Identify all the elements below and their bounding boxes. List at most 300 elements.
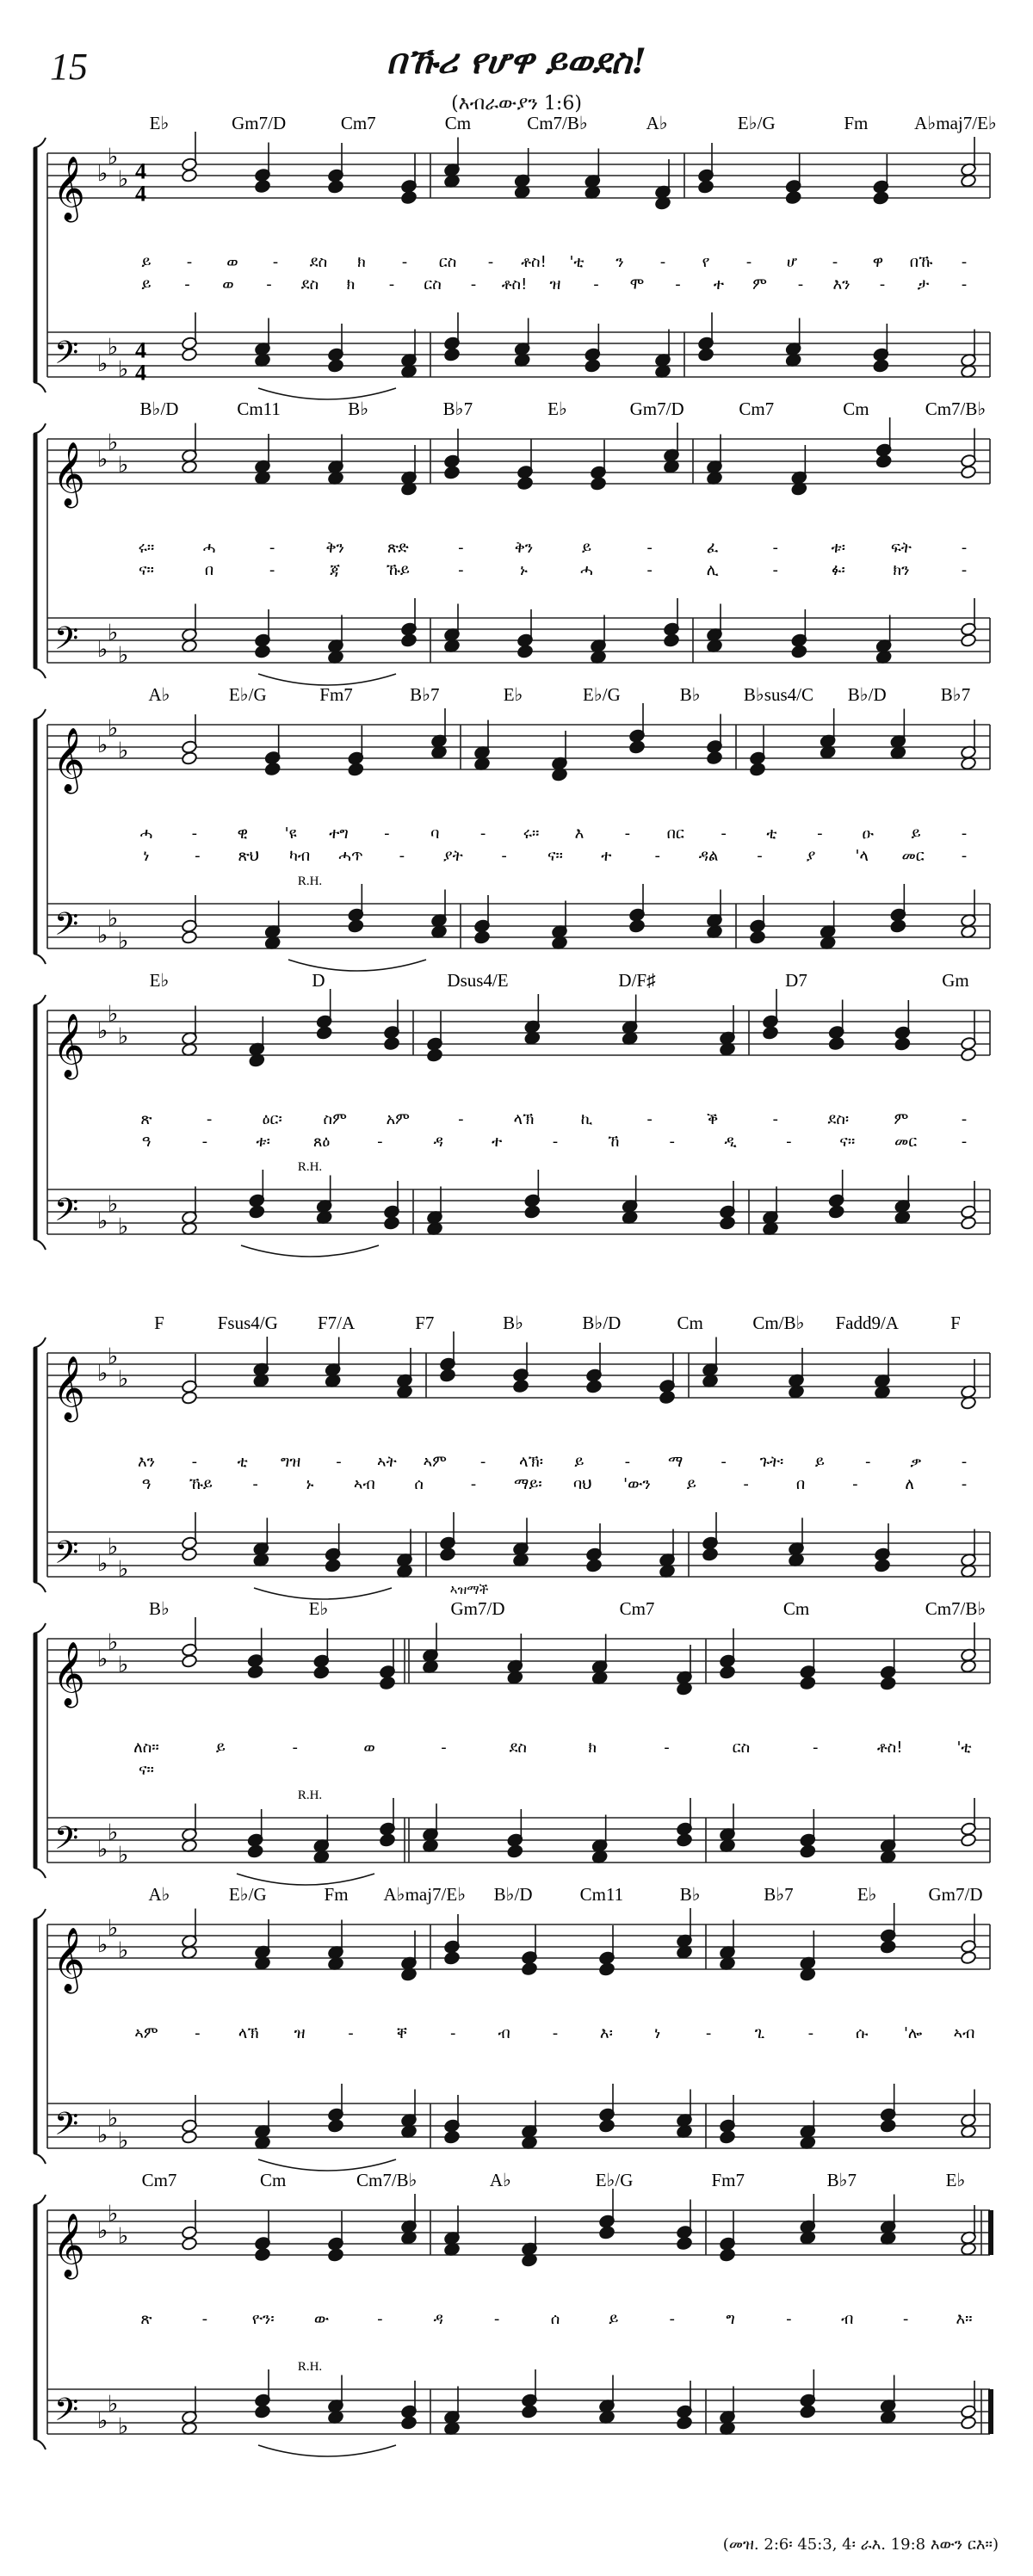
bracket-hook (34, 1909, 46, 1919)
lyric-line-1-syllable: ግዝ (280, 1453, 301, 1471)
note-head (719, 2130, 735, 2145)
note-head (875, 454, 892, 469)
bass-clef: 𝄢 (54, 1535, 79, 1578)
lyric-line-2-syllable: ሓጥ (338, 847, 363, 865)
chord-symbol: Fadd9/A (835, 1313, 899, 1333)
lyric-line-1-syllable: - (195, 2024, 201, 2042)
lyric-line-1-syllable: ደስ (509, 1739, 528, 1757)
lyric-line-2-syllable: ጽህ (238, 847, 260, 865)
lyric-line-1-syllable: ሱ (856, 2024, 869, 2042)
note-head (348, 919, 364, 934)
note-head (439, 1547, 455, 1562)
lyric-line-1-syllable: - (201, 2310, 208, 2328)
lyric-line-1-syllable: - (269, 539, 275, 557)
lyric-line-2-syllable: - (458, 561, 464, 579)
lyric-line-1-syllable: ብ (841, 2310, 854, 2328)
flat-sign: ♭ (118, 738, 129, 764)
lyric-line-2-syllable: ኸ (608, 1133, 620, 1151)
flat-sign: ♭ (108, 2105, 119, 2132)
note-head (880, 2119, 896, 2134)
chord-symbol: Cm (259, 2170, 287, 2190)
note-head (379, 1676, 395, 1690)
lyric-line-1-syllable: ኣብ (953, 2024, 975, 2042)
lyric-line-1-syllable: ቲ (237, 1453, 248, 1471)
bass-clef: 𝄢 (54, 1192, 79, 1236)
chord-symbol: E♭ (149, 970, 170, 991)
lyric-line-2-syllable: - (184, 275, 190, 293)
chord-symbol: Fsus4/G (217, 1313, 278, 1333)
lyric-line-2-syllable: ሊ (706, 561, 719, 579)
flat-sign: ♭ (118, 642, 129, 669)
note-head (383, 1036, 399, 1051)
chord-symbol: A♭ (646, 113, 668, 133)
lyric-line-2-syllable: ና። (139, 561, 154, 579)
lyric-line-1-syllable: - (191, 825, 198, 843)
lyric-line-2-syllable: ሞ (629, 275, 645, 293)
note-head (960, 2416, 976, 2431)
note-head (379, 1833, 395, 1848)
lyric-line-1-syllable: - (450, 2024, 456, 2042)
right-hand-marking: R.H. (297, 2360, 323, 2374)
bracket-hook (34, 1239, 46, 1250)
lyric-line-2-syllable: ያት (442, 847, 463, 865)
lyric-line-2-syllable: ይ (686, 1475, 696, 1493)
lyric-line-2-syllable: ጸዕ (312, 1133, 331, 1151)
lyric-line-2-syllable: - (388, 275, 395, 293)
lyric-line-1-syllable: - (624, 825, 631, 843)
lyric-line-2-syllable: - (675, 275, 681, 293)
note-head (676, 2236, 692, 2251)
note-head (800, 2405, 816, 2419)
bass-clef: 𝄢 (54, 2106, 79, 2150)
footer-references: (መዝ. 2:6፡ 45:3, 4፡ ራእ. 19:8 እውን ርእ።) (722, 2536, 999, 2554)
lyric-line-1-syllable: - (721, 825, 727, 843)
flat-sign: ♭ (108, 429, 119, 456)
lyric-line-2-syllable: - (961, 275, 968, 293)
lyric-line-1-syllable: - (487, 253, 494, 271)
chord-symbol: D7 (785, 970, 807, 991)
lyric-line-2-syllable: - (961, 1475, 968, 1493)
note-head (516, 645, 533, 659)
lyric-line-1-syllable: - (646, 1110, 653, 1128)
note-head (676, 1833, 692, 1848)
note-head (749, 930, 765, 945)
flat-sign: ♭ (108, 620, 119, 646)
flat-sign: ♭ (108, 1534, 119, 1560)
note-head (659, 1390, 675, 1405)
note-head (473, 930, 490, 945)
lyric-line-1-syllable: - (961, 825, 968, 843)
chord-symbol: Cm7/B♭ (925, 1598, 987, 1619)
note-head (697, 348, 714, 362)
lyric-line-1-syllable: ጽ (140, 1110, 152, 1128)
note-head (800, 1676, 816, 1690)
flat-sign: ♭ (97, 447, 108, 473)
lyric-line-2-syllable: - (961, 1133, 968, 1151)
chord-symbol: B♭ (348, 398, 369, 419)
note-head (439, 1368, 455, 1383)
lyric-line-1-syllable: ተግ (329, 825, 349, 843)
lyric-line-2-syllable: ኹይ (386, 561, 411, 579)
chord-symbol: A♭ (489, 2170, 511, 2190)
bass-clef: 𝄢 (54, 335, 79, 379)
flat-sign: ♭ (118, 1652, 129, 1678)
lyric-line-2-syllable: - (269, 561, 275, 579)
flat-sign: ♭ (97, 1932, 108, 1958)
lyric-line-1-syllable: እ (574, 825, 585, 843)
flat-sign: ♭ (118, 1366, 129, 1393)
note-head (960, 1216, 976, 1231)
hymn-number: 15 (50, 46, 88, 88)
lyric-line-2-syllable: ኑ (520, 561, 528, 579)
lyric-line-1-syllable: - (961, 1110, 968, 1128)
lyric-line-2-syllable: ሓ (580, 561, 593, 579)
lyric-line-1-syllable: ቕ (707, 1110, 719, 1128)
lyric-line-1-syllable: ጽድ (387, 539, 409, 557)
lyric-line-2-syllable: - (593, 275, 599, 293)
chord-symbol: F7/A (317, 1313, 356, 1333)
treble-clef: 𝄞 (53, 728, 85, 792)
note-head (313, 1665, 330, 1680)
note-head (585, 1559, 602, 1573)
lyric-line-1-syllable: ቅን (325, 539, 344, 557)
note-head (719, 2248, 735, 2263)
lyric-line-2-syllable: ዳ (433, 1133, 443, 1151)
flat-sign: ♭ (97, 1837, 108, 1863)
chord-symbol: Cm7 (739, 398, 775, 419)
lyric-line-2-syllable: ጃ (330, 561, 341, 579)
chord-symbol: D/F♯ (618, 970, 656, 991)
lyric-line-2-syllable: ቱ፡ (256, 1133, 270, 1151)
lyric-line-1-syllable: ሰ (550, 2310, 560, 2328)
lyric-line-1-syllable: እ። (956, 2310, 973, 2328)
chord-symbol: E♭ (547, 398, 567, 419)
lyric-line-1-syllable: - (961, 253, 968, 271)
lyric-line-1-syllable: ቶስ! (521, 253, 547, 271)
lyric-line-1-syllable: ይ (609, 2310, 619, 2328)
lyric-line-1-syllable: - (552, 2024, 559, 2042)
note-head (325, 1559, 341, 1573)
lyric-line-1-syllable: ክ (588, 1739, 597, 1757)
lyric-line-1-syllable: ይ (574, 1453, 585, 1471)
flat-sign: ♭ (118, 166, 129, 193)
lyric-line-2-syllable: ይ (141, 275, 152, 293)
note-head (663, 633, 679, 648)
flat-sign: ♭ (97, 1208, 108, 1234)
note-head (247, 1665, 263, 1679)
flat-sign: ♭ (118, 1556, 129, 1583)
chord-symbol: A♭ (148, 684, 170, 705)
treble-clef: 𝄞 (53, 1928, 85, 1992)
lyric-line-1-syllable: - (479, 825, 486, 843)
lyric-line-1-syllable: - (401, 253, 408, 271)
lyric-line-2-syllable: ቶስ! (501, 275, 528, 293)
lyric-line-1-syllable: - (384, 825, 390, 843)
lyric-line-1-syllable: ቲ (766, 825, 777, 843)
lyric-line-1-syllable: ኪ (580, 1110, 593, 1128)
flat-sign: ♭ (118, 2223, 129, 2250)
flat-sign: ♭ (108, 1629, 119, 1656)
lyric-line-1-syllable: ደስ፡ (827, 1110, 850, 1128)
chord-symbol: Cm11 (237, 398, 281, 419)
chord-symbol: Gm7/D (450, 1598, 505, 1619)
lyric-line-1-syllable: - (664, 1739, 670, 1757)
note-head (873, 359, 889, 374)
bracket-hook (34, 1868, 46, 1878)
lyric-line-2-syllable: ለ (905, 1475, 914, 1493)
lyric-line-2-syllable: ተ (492, 1133, 503, 1151)
lyric-line-1-syllable: የ (702, 253, 710, 271)
flat-sign: ♭ (118, 2413, 129, 2440)
note-head (960, 1950, 976, 1965)
note-head (348, 763, 364, 777)
lyric-line-1-syllable: - (832, 253, 838, 271)
note-head (628, 919, 645, 934)
lyric-line-1-syllable: - (669, 2310, 675, 2328)
lyric-line-1-syllable: ኣም (423, 1453, 447, 1471)
note-head (828, 1036, 844, 1051)
lyric-line-1-syllable: - (377, 2310, 383, 2328)
note-head (749, 763, 765, 777)
lyric-line-2-syllable: ማይ፡ (514, 1475, 542, 1493)
chord-symbol: B♭7 (764, 1884, 794, 1905)
bracket-hook (34, 138, 46, 148)
note-head (628, 740, 645, 755)
lyric-line-1-syllable: - (961, 1453, 968, 1471)
note-head (181, 1654, 197, 1669)
lyric-line-1-syllable: ብ (498, 2024, 510, 2042)
lyric-line-2-syllable: ካብ (289, 847, 311, 865)
lyric-line-2-syllable: - (757, 847, 763, 865)
chord-symbol: Cm7/B♭ (925, 398, 987, 419)
note-head (585, 1380, 602, 1394)
lyric-line-1-syllable: ፈ (706, 539, 719, 557)
lyric-line-1-syllable: - (493, 2310, 500, 2328)
flat-sign: ♭ (97, 1551, 108, 1577)
lyric-line-1-syllable: ላኽ (513, 1110, 535, 1128)
lyric-line-2-syllable: ርስ (424, 275, 442, 293)
note-head (960, 465, 976, 479)
chord-symbol: Cm (843, 398, 869, 419)
lyric-line-2-syllable: ያ (806, 847, 816, 865)
lyric-line-1-syllable: አም (386, 1110, 410, 1128)
flat-sign: ♭ (108, 1344, 119, 1370)
lyric-line-2-syllable: - (552, 1133, 559, 1151)
lyric-line-1-syllable: ላኽ (238, 2024, 259, 2042)
chord-symbol: E♭ (149, 113, 170, 133)
lyric-line-1-syllable: ቃ (910, 1453, 922, 1471)
chord-symbol: Fm7 (711, 2170, 745, 2190)
lyric-line-2-syllable: ና። (547, 847, 563, 865)
note-head (264, 762, 281, 776)
note-head (960, 1833, 976, 1848)
lyric-line-1-syllable: - (705, 2024, 712, 2042)
time-signature: 4 (135, 181, 146, 207)
lyric-line-2-syllable: ዝ (549, 275, 561, 293)
lyric-line-1-syllable: እ፡ (599, 2024, 613, 2042)
chord-symbol: B♭7 (442, 398, 473, 419)
chord-symbol: B♭/D (493, 1884, 533, 1905)
scripture-reference: (እብራውያን 1:6) (451, 93, 582, 114)
chord-symbol: F (950, 1313, 961, 1333)
right-hand-marking: R.H. (297, 1160, 323, 1174)
note-head (521, 1961, 537, 1976)
bracket-hook (34, 1582, 46, 1592)
lyric-line-2-syllable: መር (901, 847, 925, 865)
chord-symbol: Cm11 (579, 1884, 624, 1905)
note-head (874, 1559, 890, 1573)
treble-clef: 𝄞 (53, 1356, 85, 1420)
lyric-line-1-syllable: - (336, 1453, 342, 1471)
lyric-line-2-syllable: ታ (917, 275, 930, 293)
lyric-line-2-syllable: ፉ፡ (831, 561, 845, 579)
lyric-line-2-syllable: - (470, 1475, 477, 1493)
lyric-line-2-syllable: - (786, 1133, 792, 1151)
treble-clef: 𝄞 (53, 157, 85, 220)
bass-clef: 𝄢 (54, 906, 79, 950)
chord-symbol: F7 (415, 1313, 435, 1333)
lyric-line-1-syllable: ግ (726, 2310, 735, 2328)
lyric-line-2-syllable: ዓ (141, 1475, 152, 1493)
chord-symbol: B♭ (149, 1598, 170, 1619)
lyric-line-1-syllable: ነ (654, 2024, 661, 2042)
chord-symbol: Fm7 (319, 684, 353, 705)
chord-symbol: E♭/G (583, 684, 621, 705)
note-head (960, 1047, 976, 1062)
chord-symbol: Cm (677, 1313, 703, 1333)
lyric-line-2-syllable: - (399, 847, 405, 865)
lyric-line-1-syllable: ው (313, 2310, 330, 2328)
lyric-line-1-syllable: ማ (668, 1453, 684, 1471)
lyric-line-1-syllable: ይ (814, 1453, 825, 1471)
lyric-line-2-syllable: - (797, 275, 804, 293)
note-head (327, 359, 343, 374)
note-head (426, 1048, 442, 1063)
chord-symbol: B♭/D (139, 398, 179, 419)
lyric-line-1-syllable: - (191, 1453, 198, 1471)
note-head (800, 1844, 816, 1859)
lyric-line-2-syllable: ና። (839, 1133, 856, 1151)
flat-sign: ♭ (108, 334, 119, 361)
lyric-line-2-syllable: 'ላ (855, 847, 869, 865)
lyric-line-2-syllable: በ (795, 1475, 806, 1493)
flat-sign: ♭ (97, 1018, 108, 1044)
lyric-line-1-syllable: ጽ (140, 2310, 152, 2328)
lyric-line-1-syllable: 'ዩ (284, 825, 297, 843)
chord-symbol: D (312, 970, 325, 991)
lyric-line-1-syllable: ን (615, 253, 624, 271)
chord-symbol: Cm (444, 113, 472, 133)
lyric-line-2-syllable: ነ (143, 847, 150, 865)
lyric-line-1-syllable: ክ (357, 253, 366, 271)
chord-symbol: Cm7 (340, 113, 376, 133)
time-signature: 4 (135, 360, 146, 386)
flat-sign: ♭ (97, 1361, 108, 1387)
note-head (890, 919, 906, 934)
flat-sign: ♭ (97, 161, 108, 187)
lyric-line-2-syllable: ና። (139, 1761, 154, 1779)
note-head (521, 2405, 537, 2419)
note-head (443, 466, 460, 480)
chord-symbol: A♭maj7/E♭ (914, 113, 997, 133)
bracket-hook (34, 382, 46, 392)
flat-sign: ♭ (97, 351, 108, 377)
lyric-line-2-syllable: - (961, 561, 968, 579)
lyric-line-2-syllable: ባህ (572, 1475, 592, 1493)
lyric-line-1-syllable: ደስ (309, 253, 328, 271)
lyric-line-1-syllable: ዝ (294, 2024, 306, 2042)
lyric-line-1-syllable: ወ (226, 253, 238, 271)
note-head (598, 1962, 615, 1977)
note-head (598, 2226, 615, 2240)
lyric-line-2-syllable: ተ (601, 847, 612, 865)
lyric-line-1-syllable: - (864, 1453, 871, 1471)
lyric-line-2-syllable: ተ (713, 275, 725, 293)
lyric-line-2-syllable: ዳል (698, 847, 719, 865)
lyric-line-1-syllable: ቶስ! (876, 1739, 903, 1757)
lyric-line-2-syllable: ደስ (300, 275, 319, 293)
lyric-line-1-syllable: ቱ፡ (831, 539, 846, 557)
bracket-hook (34, 2439, 46, 2449)
lyric-line-1-syllable: ቅን (514, 539, 534, 557)
chord-symbol: E♭/G (595, 2170, 634, 2190)
flat-sign: ♭ (108, 715, 119, 742)
note-head (706, 751, 722, 765)
bracket-hook (34, 1337, 46, 1348)
note-head (702, 1547, 718, 1562)
chord-symbol: B♭ (503, 1313, 524, 1333)
chord-symbol: Cm/B♭ (752, 1313, 805, 1333)
lyric-line-1-syllable: ይ (581, 539, 592, 557)
chord-symbol: E♭/G (228, 1884, 267, 1905)
chord-symbol: B♭7 (826, 2170, 857, 2190)
final-barline (988, 2210, 993, 2255)
lyric-line-2-syllable: ክ (346, 275, 356, 293)
flat-sign: ♭ (97, 1646, 108, 1672)
right-hand-marking: R.H. (297, 874, 323, 888)
lyric-line-1-syllable: - (961, 539, 968, 557)
treble-clef: 𝄞 (53, 2214, 85, 2277)
lyric-line-1-syllable: - (186, 253, 193, 271)
note-head (181, 348, 197, 362)
section-label: ኣዝማች (449, 1584, 489, 1597)
lyric-line-2-syllable: - (252, 1475, 258, 1493)
hymn-title: በኹሪ የሆዋ ይወደስ! (387, 41, 646, 82)
lyric-line-2-syllable: - (195, 847, 201, 865)
lyric-line-1-syllable: - (458, 539, 464, 557)
treble-clef: 𝄞 (53, 1642, 85, 1706)
lyric-line-1-syllable: - (624, 1453, 631, 1471)
lyric-line-2-syllable: 'ውን (623, 1475, 651, 1493)
slur (241, 1245, 379, 1257)
lyric-line-1-syllable: ኣም (134, 2024, 158, 2042)
lyric-line-1-syllable: - (292, 1739, 298, 1757)
bass-clef: 𝄢 (54, 1820, 79, 1864)
note-head (960, 633, 976, 648)
chord-symbol: Gm7/D (232, 113, 287, 133)
note-head (828, 1205, 844, 1220)
note-head (181, 169, 197, 183)
chord-symbol: Cm7 (619, 1598, 655, 1619)
note-head (400, 190, 417, 205)
lyric-line-1-syllable: ቐ (396, 2024, 408, 2042)
note-head (254, 2247, 270, 2262)
chord-symbol: B♭ (679, 1884, 701, 1905)
bracket-hook (34, 2195, 46, 2205)
lyric-line-2-syllable: - (961, 847, 968, 865)
flat-sign: ♭ (108, 905, 119, 932)
lyric-line-1-syllable: - (745, 253, 752, 271)
